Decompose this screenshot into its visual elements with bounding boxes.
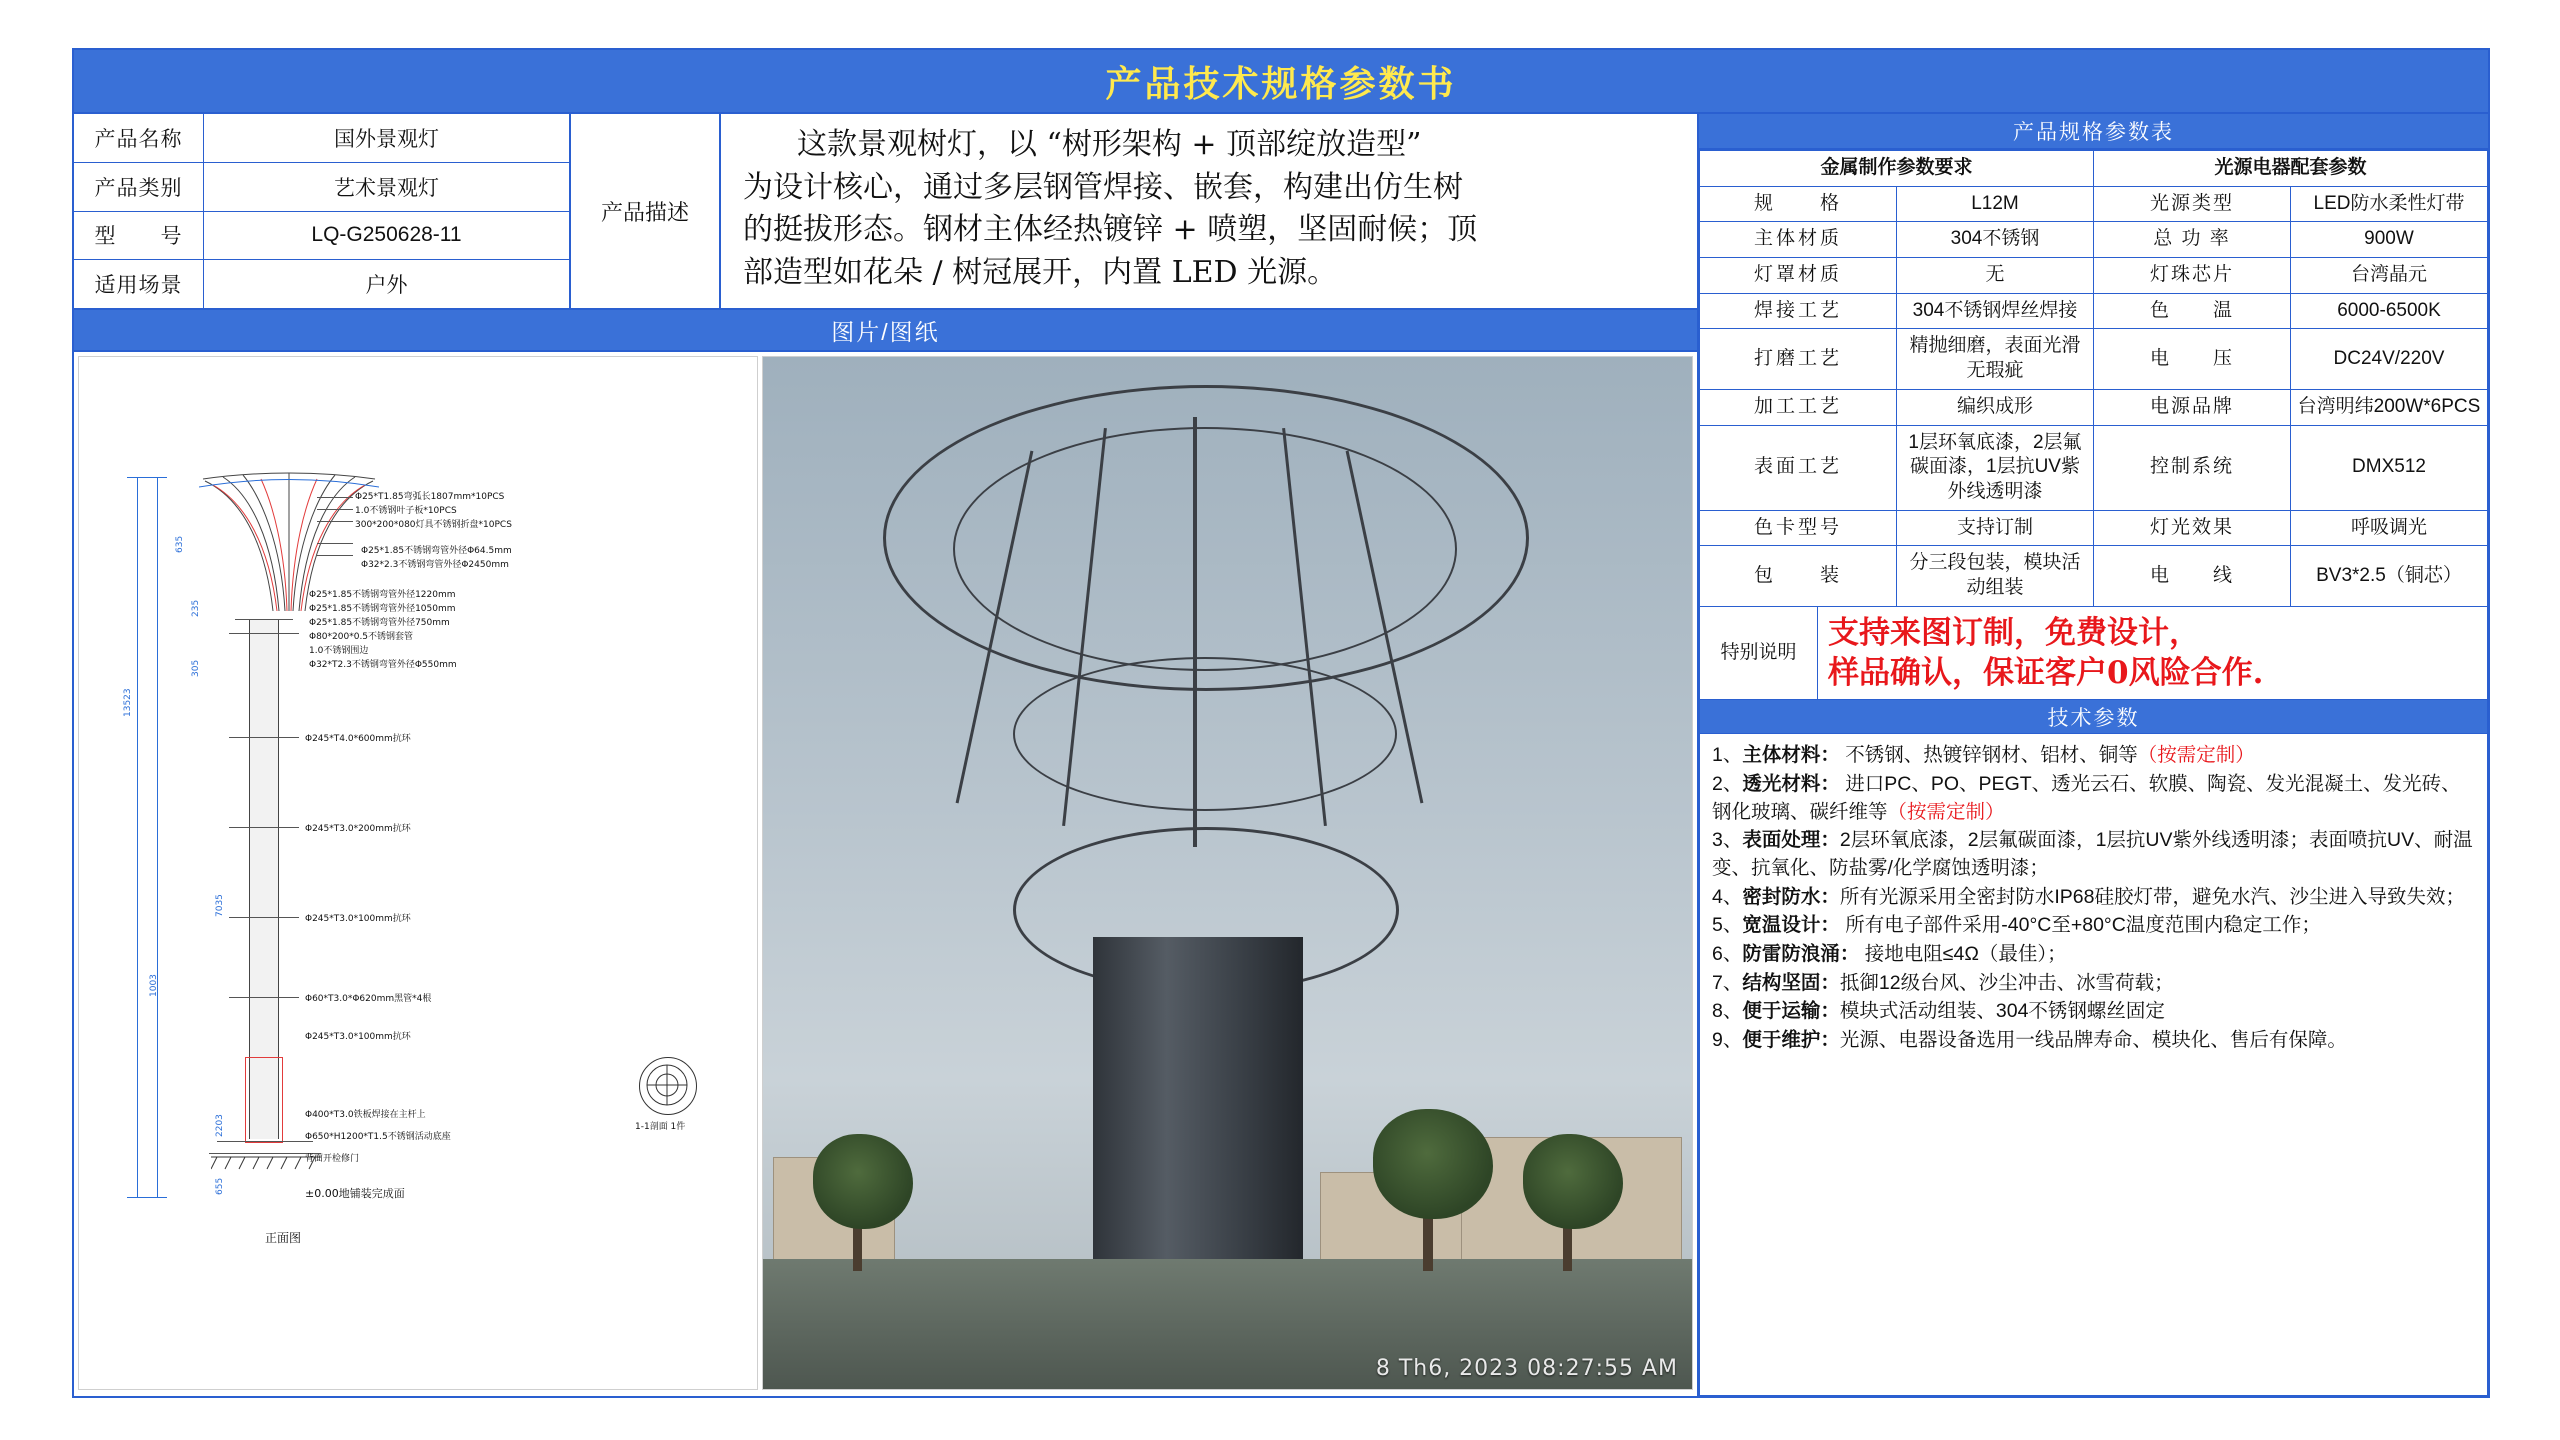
drawing-dimension: 13523 bbox=[123, 688, 133, 717]
tech-label: 便于运输： bbox=[1742, 1000, 1840, 1023]
table-row bbox=[1700, 293, 2488, 329]
tech-section-header bbox=[1699, 700, 2488, 734]
drawing-note: 1.0不锈钢叶子板*10PCS bbox=[355, 506, 457, 516]
list-item bbox=[1712, 941, 2475, 969]
description-line: 为设计核心，通过多层钢管焊接、嵌套，构建出仿生树 bbox=[743, 169, 1463, 205]
drawing-note: Φ80*200*0.5不锈钢套管 bbox=[309, 632, 414, 642]
photo-tree bbox=[1373, 1109, 1493, 1219]
tech-text: 模块式活动组装、304不锈钢螺丝固定 bbox=[1839, 1000, 2165, 1023]
spec-subhead-metal: 金属制作参数要求 bbox=[1700, 151, 2094, 187]
description-line: 这款景观树灯，以 “树形架构 + 顶部绽放造型” bbox=[797, 127, 1422, 162]
drawing-dimension: 305 bbox=[191, 659, 201, 677]
tech-label: 防雷防浪涌： bbox=[1742, 943, 1860, 966]
info-key: 适用场景 bbox=[74, 260, 204, 308]
list-item bbox=[1712, 1027, 2475, 1055]
tech-label: 透光材料： bbox=[1742, 772, 1840, 795]
info-value: 艺术景观灯 bbox=[334, 176, 439, 200]
tech-label: 主体材料： bbox=[1742, 744, 1840, 767]
drawing-note: Φ32*2.3不锈钢弯管外径Φ2450mm bbox=[361, 560, 509, 570]
media-area bbox=[74, 352, 1697, 1396]
drawing-note: Φ245*T4.0*600mm抗环 bbox=[305, 734, 411, 744]
list-item bbox=[1712, 912, 2475, 940]
product-info-table bbox=[74, 114, 571, 308]
drawing-dimension: 635 bbox=[175, 535, 185, 553]
spec-key: 焊接工艺 bbox=[1700, 293, 1897, 329]
tech-text: 所有电子部件采用-40°C至+80°C温度范围内稳定工作； bbox=[1839, 914, 2321, 937]
product-photo bbox=[762, 356, 1693, 1390]
spec-key: 色 温 bbox=[2094, 293, 2291, 329]
tech-red: （按需定制） bbox=[2137, 744, 2255, 767]
spec-value: 6000-6500K bbox=[2291, 293, 2488, 329]
table-row bbox=[1700, 389, 2488, 425]
drawing-note: Φ32*T2.3不锈钢弯管外径Φ550mm bbox=[309, 660, 457, 670]
spec-key: 灯罩材质 bbox=[1700, 258, 1897, 294]
spec-key: 电 线 bbox=[2094, 546, 2291, 606]
spec-key: 光源类型 bbox=[2094, 186, 2291, 222]
drawing-dimension: 655 bbox=[215, 1177, 225, 1195]
info-value: 国外景观灯 bbox=[334, 127, 439, 151]
table-row bbox=[1700, 329, 2488, 389]
document-title-bar bbox=[74, 50, 2488, 114]
drawing-note: ±0.00地铺装完成面 bbox=[305, 1187, 405, 1200]
tech-red: （按需定制） bbox=[1887, 800, 2005, 823]
drawing-note: Φ25*1.85不锈钢弯管外径750mm bbox=[309, 618, 450, 628]
photo-timestamp: 8 Th6, 2023 08:27:55 AM bbox=[1375, 1356, 1678, 1381]
tech-parameters-list bbox=[1699, 734, 2488, 1396]
table-row bbox=[74, 260, 569, 308]
photo-spoke bbox=[1193, 417, 1197, 847]
technical-drawing bbox=[78, 356, 758, 1390]
description-label: 产品描述 bbox=[571, 114, 721, 308]
spec-key: 灯珠芯片 bbox=[2094, 258, 2291, 294]
spec-value: 精抛细磨，表面光滑无瑕疵 bbox=[1897, 329, 2094, 389]
special-note-text bbox=[1818, 607, 2487, 700]
spec-sheet bbox=[72, 48, 2490, 1398]
description-line: 的挺拔形态。钢材主体经热镀锌 + 喷塑，坚固耐候；顶 bbox=[743, 212, 1478, 248]
spec-key: 控制系统 bbox=[2094, 425, 2291, 510]
table-row bbox=[1700, 546, 2488, 606]
spec-value: 编织成形 bbox=[1897, 389, 2094, 425]
tech-section-title: 技术参数 bbox=[2047, 706, 2140, 730]
tech-label: 宽温设计： bbox=[1742, 914, 1840, 937]
photo-canopy-ring bbox=[1013, 657, 1397, 811]
tech-no: 9、 bbox=[1712, 1029, 1743, 1052]
info-key: 产品类别 bbox=[74, 163, 204, 211]
tech-no: 8、 bbox=[1712, 1000, 1743, 1023]
tech-no: 5、 bbox=[1712, 914, 1743, 937]
special-note-line: 样品确认，保证客户0风险合作. bbox=[1828, 654, 2264, 691]
page-title: 产品技术规格参数书 bbox=[1105, 62, 1457, 104]
tech-text: 2层环氧底漆，2层氟碳面漆，1层抗UV紫外线透明漆；表面喷抗UV、耐温变、抗氧化、防盐雾/化学腐蚀透明漆； bbox=[1712, 829, 2473, 879]
spec-key: 加工工艺 bbox=[1700, 389, 1897, 425]
tech-no: 7、 bbox=[1712, 971, 1743, 994]
list-item bbox=[1712, 771, 2475, 826]
spec-key: 打磨工艺 bbox=[1700, 329, 1897, 389]
description-line: 部造型如花朵 / 树冠展开，内置 LED 光源。 bbox=[743, 254, 1338, 290]
tech-label: 密封防水： bbox=[1742, 885, 1840, 908]
spec-value: 1层环氧底漆，2层氟碳面漆，1层抗UV紫外线透明漆 bbox=[1897, 425, 2094, 510]
right-column bbox=[1699, 114, 2488, 1396]
table-row bbox=[74, 212, 569, 261]
list-item bbox=[1712, 884, 2475, 912]
drawing-caption: 正面图 bbox=[265, 1231, 302, 1245]
list-item bbox=[1712, 998, 2475, 1026]
tech-text: 接地电阻≤4Ω（最佳）； bbox=[1859, 943, 2067, 966]
info-value: LQ-G250628-11 bbox=[311, 223, 462, 247]
tech-no: 1、 bbox=[1712, 744, 1743, 767]
photo-tree bbox=[813, 1134, 913, 1229]
info-key: 产品名称 bbox=[74, 114, 204, 162]
drawing-note: Φ245*T3.0*100mm抗环 bbox=[305, 914, 411, 924]
spec-value: DMX512 bbox=[2291, 425, 2488, 510]
table-row bbox=[74, 163, 569, 212]
spec-value: L12M bbox=[1897, 186, 2094, 222]
spec-value: 304不锈钢焊丝焊接 bbox=[1897, 293, 2094, 329]
list-item bbox=[1712, 970, 2475, 998]
spec-table bbox=[1699, 150, 2488, 607]
tech-text: 抵御12级台风、沙尘冲击、冰雪荷载； bbox=[1839, 971, 2174, 994]
drawing-dimension: 1003 bbox=[149, 974, 159, 997]
spec-value: BV3*2.5（铜芯） bbox=[2291, 546, 2488, 606]
drawing-dimension: 2203 bbox=[215, 1114, 225, 1137]
drawing-note: Φ245*T3.0*200mm抗环 bbox=[305, 824, 411, 834]
tech-no: 4、 bbox=[1712, 885, 1743, 908]
table-row bbox=[1700, 425, 2488, 510]
spec-key: 总 功 率 bbox=[2094, 222, 2291, 258]
spec-value: LED防水柔性灯带 bbox=[2291, 186, 2488, 222]
spec-value: 无 bbox=[1897, 258, 2094, 294]
tech-no: 6、 bbox=[1712, 943, 1743, 966]
description-text bbox=[721, 114, 1697, 308]
spec-key: 电源品牌 bbox=[2094, 389, 2291, 425]
drawing-note: 300*200*080灯具不锈钢折盘*10PCS bbox=[355, 520, 512, 530]
spec-key: 规 格 bbox=[1700, 186, 1897, 222]
tech-label: 便于维护： bbox=[1742, 1029, 1840, 1052]
spec-key: 表面工艺 bbox=[1700, 425, 1897, 510]
table-row bbox=[74, 114, 569, 163]
spec-key: 主体材质 bbox=[1700, 222, 1897, 258]
table-row bbox=[1700, 222, 2488, 258]
tech-label: 结构坚固： bbox=[1742, 971, 1840, 994]
drawing-note: Φ25*1.85不锈钢弯管外径1220mm bbox=[309, 590, 456, 600]
tech-no: 2、 bbox=[1712, 772, 1743, 795]
tech-no: 3、 bbox=[1712, 829, 1743, 852]
list-item bbox=[1712, 827, 2475, 882]
special-note-line: 支持来图订制，免费设计， bbox=[1828, 614, 2200, 651]
spec-key: 色卡型号 bbox=[1700, 510, 1897, 546]
spec-value: 900W bbox=[2291, 222, 2488, 258]
sheet-body bbox=[74, 114, 2488, 1396]
spec-value: 分三段包装，模块活动组装 bbox=[1897, 546, 2094, 606]
info-value: 户外 bbox=[365, 274, 408, 298]
spec-value: 台湾晶元 bbox=[2291, 258, 2488, 294]
drawing-note: 1.0不锈钢围边 bbox=[309, 646, 369, 656]
info-key: 型 号 bbox=[74, 212, 204, 260]
drawing-note: Φ245*T3.0*100mm抗环 bbox=[305, 1032, 411, 1042]
spec-value: 304不锈钢 bbox=[1897, 222, 2094, 258]
spec-key: 包 装 bbox=[1700, 546, 1897, 606]
photo-tree bbox=[1523, 1134, 1623, 1229]
table-row bbox=[1700, 186, 2488, 222]
spec-table-title: 产品规格参数表 bbox=[2013, 121, 2174, 144]
spec-value: 支持订制 bbox=[1897, 510, 2094, 546]
tech-text: 光源、电器设备选用一线品牌寿命、模块化、售后有保障。 bbox=[1839, 1029, 2347, 1052]
drawing-dimension: 235 bbox=[191, 599, 201, 617]
drawing-note: Φ25*1.85不锈钢弯管外径Φ64.5mm bbox=[361, 546, 512, 556]
photo-column bbox=[1093, 937, 1303, 1267]
table-row bbox=[1700, 258, 2488, 294]
tech-text: 不锈钢、热镀锌钢材、铝材、铜等 bbox=[1839, 744, 2138, 767]
drawing-note: Φ400*T3.0铁板焊接在主杆上 bbox=[305, 1110, 426, 1120]
spec-key: 灯光效果 bbox=[2094, 510, 2291, 546]
special-note-label: 特别说明 bbox=[1700, 607, 1818, 700]
media-section-header bbox=[74, 310, 1697, 352]
tech-text: 进口PC、PO、PEGT、透光云石、软膜、陶瓷、发光混凝土、发光砖、钢化玻璃、碳纤维等 bbox=[1712, 772, 2461, 823]
spec-table-header bbox=[1699, 114, 2488, 150]
drawing-note: Φ25*T1.85弯弧长1807mm*10PCS bbox=[355, 492, 505, 502]
spec-key: 电 压 bbox=[2094, 329, 2291, 389]
table-row bbox=[1700, 510, 2488, 546]
drawing-note: Φ60*T3.0*Φ620mm黑管*4根 bbox=[305, 994, 432, 1004]
spec-value: DC24V/220V bbox=[2291, 329, 2488, 389]
tech-label: 表面处理： bbox=[1742, 829, 1840, 852]
drawing-dimension: 7035 bbox=[215, 894, 225, 917]
special-note-row bbox=[1699, 607, 2488, 701]
drawing-note: Φ650*H1200*T1.5不锈钢活动底座 bbox=[305, 1132, 451, 1142]
drawing-section-label: 1-1剖面 1件 bbox=[635, 1122, 686, 1132]
table-row bbox=[1700, 151, 2488, 187]
media-section-label: 图片/图纸 bbox=[831, 318, 940, 345]
list-item bbox=[1712, 742, 2475, 770]
left-column bbox=[74, 114, 1699, 1396]
tech-text: 所有光源采用全密封防水IP68硅胶灯带，避免水汽、沙尘进入导致失效； bbox=[1839, 885, 2465, 908]
drawing-note: 背面开检修门 bbox=[305, 1154, 360, 1164]
spec-value: 台湾明纬200W*6PCS bbox=[2291, 389, 2488, 425]
product-summary bbox=[74, 114, 1697, 310]
spec-subhead-light: 光源电器配套参数 bbox=[2094, 151, 2488, 187]
drawing-note: Φ25*1.85不锈钢弯管外径1050mm bbox=[309, 604, 456, 614]
spec-value: 呼吸调光 bbox=[2291, 510, 2488, 546]
